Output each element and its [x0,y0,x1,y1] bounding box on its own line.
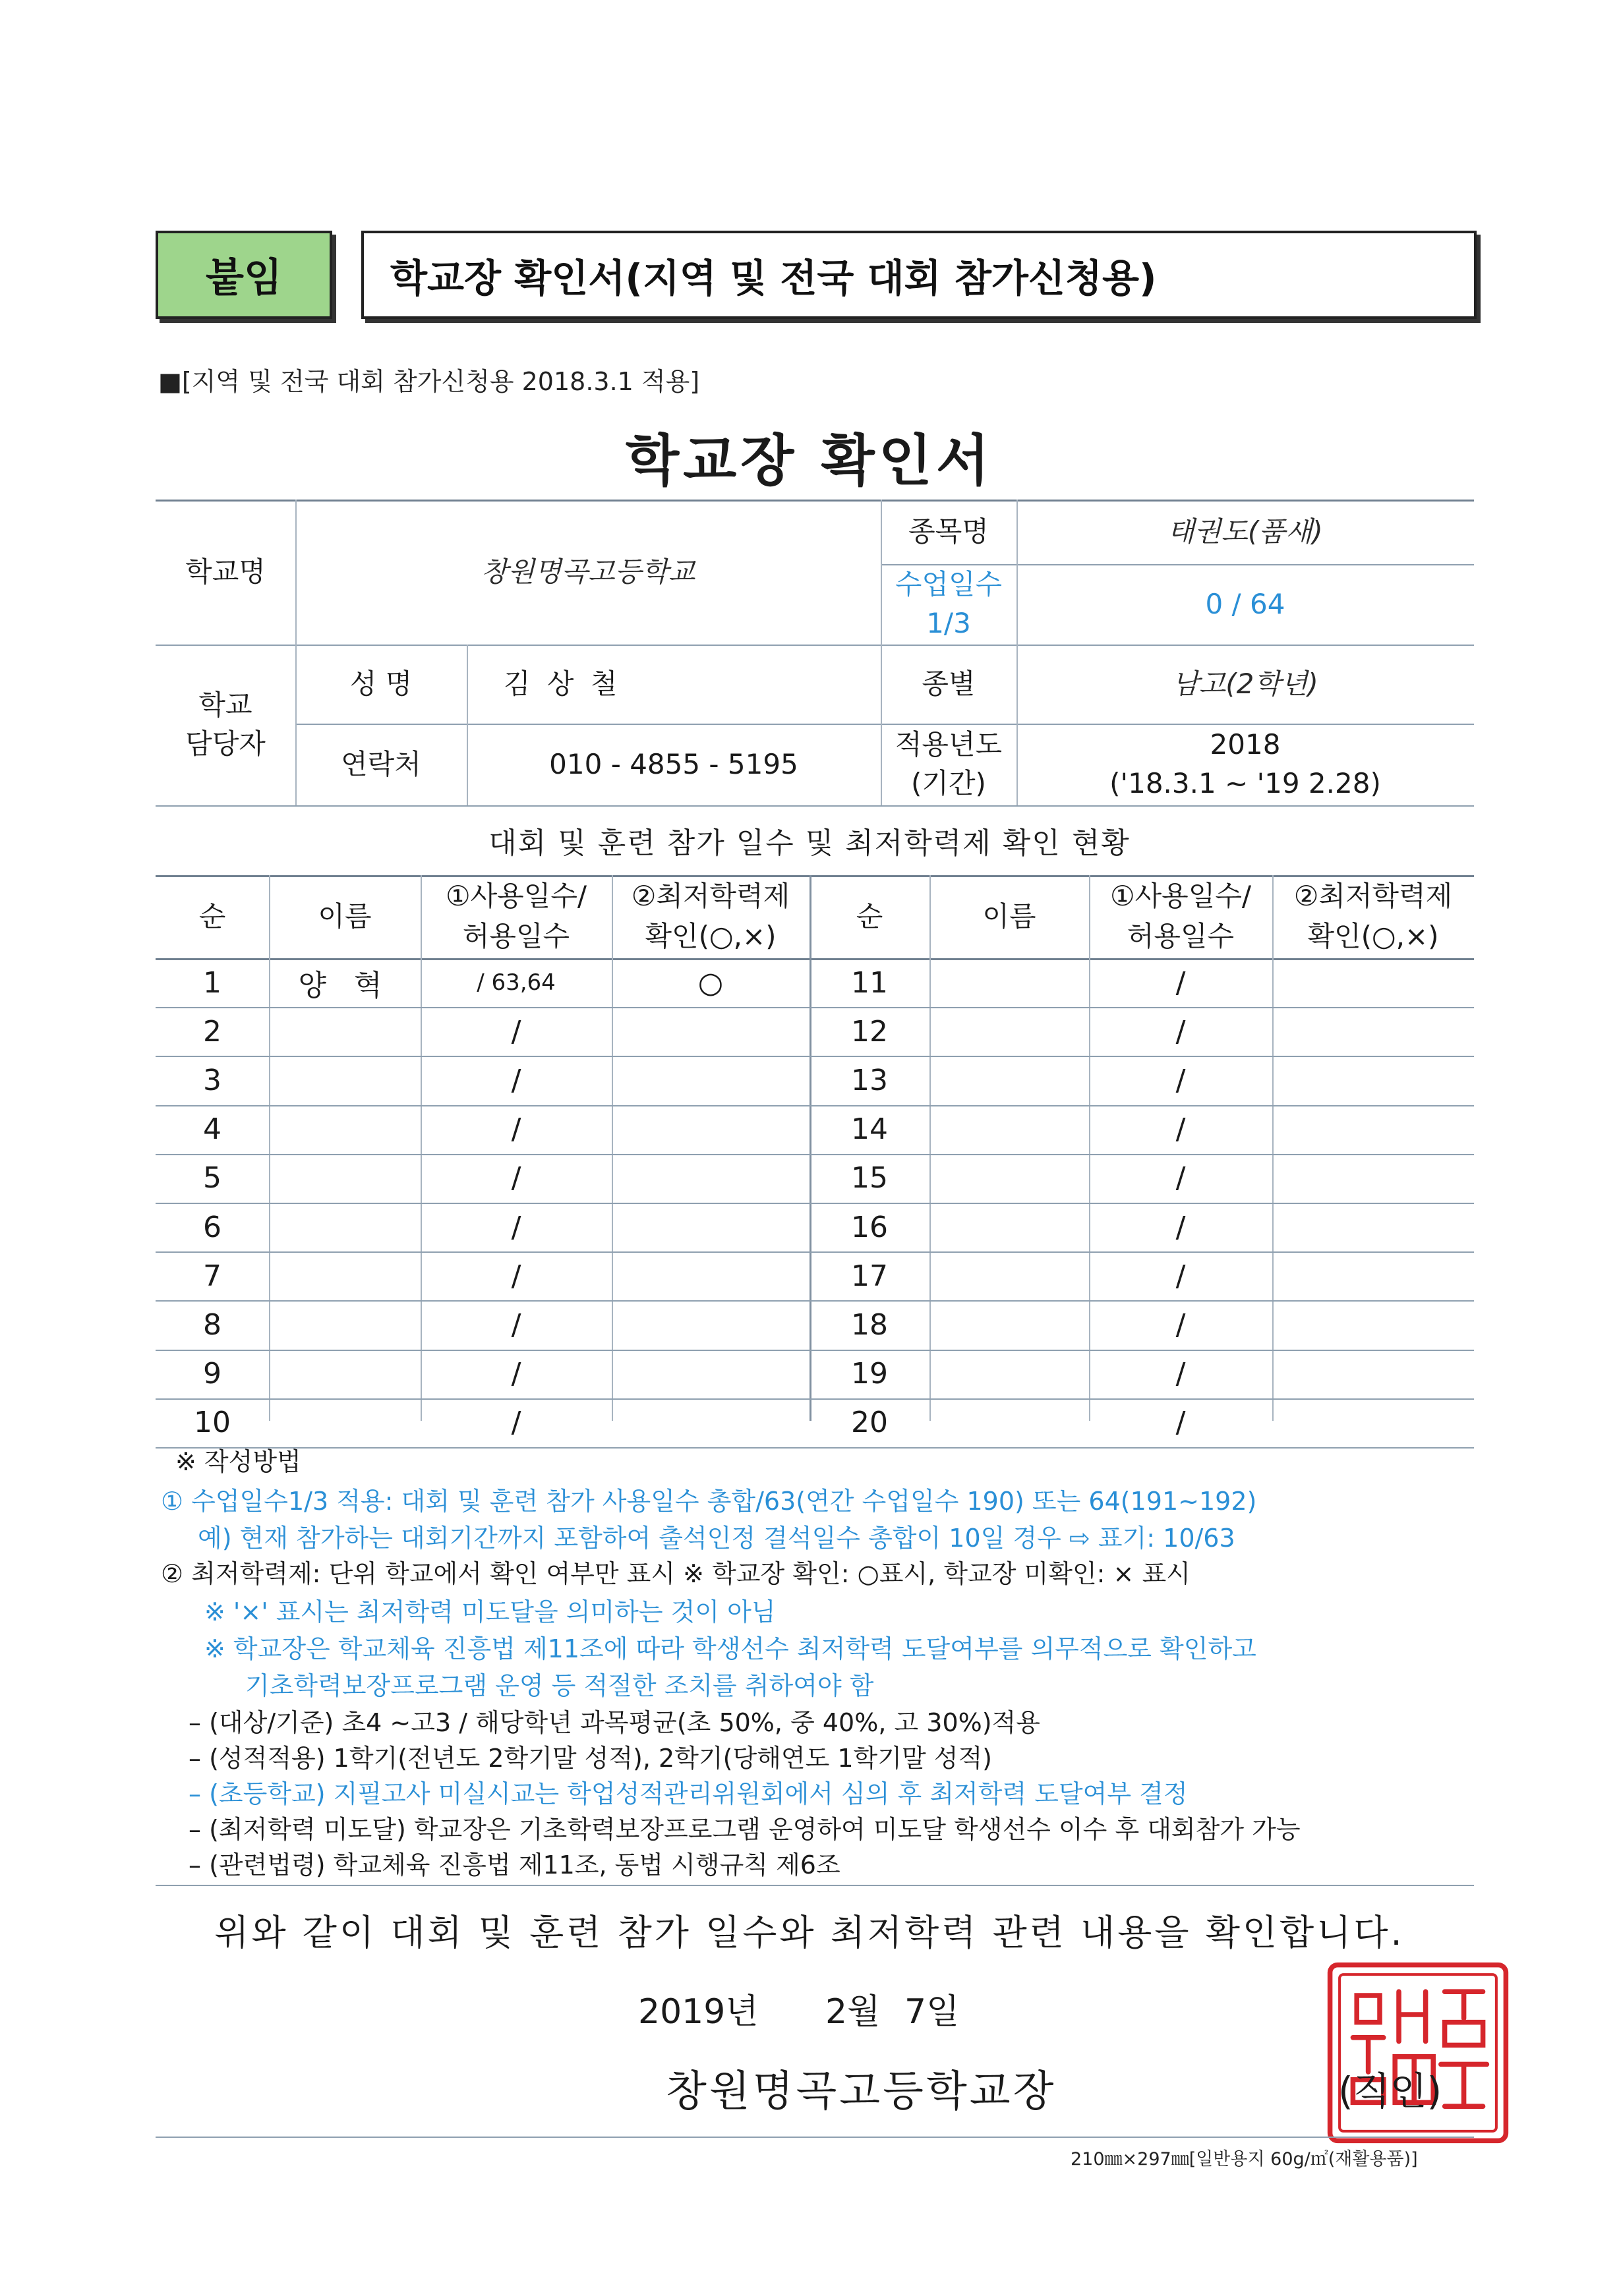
note-1b: 예) 현재 참가하는 대회기간까지 포함하여 출석인정 결석일수 총합이 10일 경우 ⇨ 표기: 10/63 [198,1524,1235,1553]
roster-left-days-cell: / [511,1406,521,1440]
principal-signature-line: 창원명곡고등학교장 [666,2067,1057,2116]
roster-right-no-cell: 18 [851,1307,888,1342]
roster-left-name-cell [269,1300,421,1349]
roster-left-check-cell: ○ [697,965,724,1000]
roster-left-days-cell: / [511,1063,521,1097]
apply-year-label [881,724,1016,805]
roster-left-name-cell [269,1154,421,1203]
roster-left-name-cell [269,1398,421,1447]
roster-header-no-left: 순 [198,900,226,933]
category-label: 종별 [922,667,976,700]
roster-left-name-cell [269,1105,421,1154]
header-title: 학교장 확인서(지역 및 전국 대회 참가신청용) [390,256,1157,301]
roster-right-check-cell [1272,1300,1474,1349]
contact-label: 연락처 [341,747,421,780]
seal-label: (직인) [1338,2069,1442,2113]
class-days-label-line1: 수업일수 [895,568,1003,601]
roster-right-name-cell [929,1154,1089,1203]
manager-name-label: 성 명 [349,667,413,700]
note-2: ② 최저학력제: 단위 학교에서 확인 여부만 표시 ※ 학교장 확인: ○표시, 학교장 미확인: × 표시 [161,1559,1191,1588]
roster-header-name-left: 이름 [318,900,372,933]
apply-year-value-line2: ('18.3.1 ~ '19 2.28) [1109,767,1381,799]
roster-left-check-cell [612,1154,810,1203]
apply-year-value-line1: 2018 [1210,728,1281,761]
roster-right-days-cell: / [1175,1161,1186,1195]
roster-right-no-cell: 14 [851,1112,888,1147]
roster-right-name-cell [929,1105,1089,1154]
class-days-value: 0 / 64 [1205,587,1285,620]
manager-name-value [467,645,881,724]
roster-left-check-cell [612,1007,810,1056]
note-4b: 기초학력보장프로그램 운영 등 적절한 조치를 취하여야 함 [245,1671,874,1700]
roster-right-name-cell [929,1251,1089,1300]
detail-1: – (대상/기준) 초4 ~고3 / 해당학년 과목평균(초 50%, 중 40%, 고 30%)적용 [189,1708,1040,1737]
roster-right-check-cell [1272,1203,1474,1251]
roster-header-days-left-line1: ①사용일수/ [445,880,587,913]
official-seal-icon [1322,1957,1514,2148]
roster-left-days-cell: / [511,1161,521,1195]
roster-left-no-cell: 3 [203,1063,221,1097]
roster-row-divider [810,1447,1474,1449]
roster-header-no-right: 순 [856,900,883,933]
roster-header-min-left [612,875,810,958]
roster-right-name-cell [929,1398,1089,1447]
roster-header-days-left [421,875,612,958]
roster-right-name-cell [929,1203,1089,1251]
roster-left-no-cell: 6 [203,1210,221,1244]
roster-left-days-cell: / [511,1210,521,1244]
roster-right-no-cell: 19 [851,1357,888,1391]
roster-left-days-cell: / [511,1357,521,1391]
roster-right-days-cell: / [1175,1063,1186,1097]
roster-left-name-cell [269,1350,421,1398]
roster-right-name-cell [929,1350,1089,1398]
manager-name-text: 김 상 철 [504,667,622,700]
roster-header-min-right-line1: ②최저학력제 [1293,880,1453,913]
roster-right-days-cell: / [1175,1357,1186,1391]
roster-right-days-cell: / [1175,1210,1186,1244]
roster-header-min-left-line2: 확인(○,×) [645,920,777,952]
roster-right-no-cell: 13 [851,1063,888,1097]
sport-value: 태권도(품새) [1167,515,1323,548]
roster-left-no-cell: 7 [203,1259,221,1293]
roster-right-no-cell: 17 [851,1259,888,1293]
detail-2: – (성적적용) 1학기(전년도 2학기말 성적), 2학기(당해연도 1학기말 성적) [189,1744,992,1773]
roster-right-days-cell: / [1175,1014,1186,1048]
notes-heading: ※ 작성방법 [175,1447,301,1476]
roster-left-check-cell [612,1105,810,1154]
roster-left-days-cell: / 63,64 [477,969,556,996]
class-days-label-line2: 1/3 [926,607,971,639]
note-4a: ※ 학교장은 학교체육 진흥법 제11조에 따라 학생선수 최저학력 도달여부를 의무적으로 확인하고 [204,1634,1256,1663]
roster-right-name-cell [929,1056,1089,1105]
roster-header-days-right [1089,875,1272,958]
roster-left-no-cell: 1 [203,965,221,1000]
roster-left-name-cell [269,1251,421,1300]
roster-right-name-cell [929,1007,1089,1056]
roster-right-no-cell: 15 [851,1161,888,1195]
roster-left-no-cell: 8 [203,1307,221,1342]
roster-header-min-left-line1: ②최저학력제 [631,880,790,913]
roster-left-no-cell: 9 [203,1357,221,1391]
roster-left-check-cell [612,1350,810,1398]
roster-right-days-cell: / [1175,965,1186,1000]
school-name-value: 창원명곡고등학교 [481,555,695,588]
roster-right-check-cell [1272,1251,1474,1300]
roster-right-days-cell: / [1175,1112,1186,1147]
roster-left-check-cell [612,1300,810,1349]
roster-left-check-cell [612,1251,810,1300]
document-note: ■[지역 및 전국 대회 참가신청용 2018.3.1 적용] [158,367,700,396]
roster-left-name-cell [269,1007,421,1056]
roster-left-check-cell [612,1203,810,1251]
category-value: 남고(2학년) [1172,667,1318,700]
roster-header-min-right [1272,875,1474,958]
note-1a: ① 수업일수1/3 적용: 대회 및 훈련 참가 사용일수 총합/63(연간 수업일수 190) 또는 64(191~192) [161,1487,1257,1516]
apply-year-label-line1: 적용년도 [895,728,1003,761]
attachment-tag-label: 붙임 [206,255,282,301]
roster-header-days-left-line2: 허용일수 [462,920,570,952]
roster-right-check-cell [1272,1398,1474,1447]
sport-label: 종목명 [908,515,989,548]
roster-left-no-cell: 4 [203,1112,221,1147]
section-title: 대회 및 훈련 참가 일수 및 최저학력제 확인 현황 [488,826,1131,860]
roster-left-days-cell: / [511,1112,521,1147]
apply-year-label-line2: (기간) [911,767,986,799]
roster-right-check-cell [1272,1056,1474,1105]
paper-spec: 210㎜×297㎜[일반용지 60g/㎡(재활용품)] [1071,2149,1418,2169]
roster-left-days-cell: / [511,1259,521,1293]
apply-year-value [1016,724,1474,805]
header-title-box [361,231,1477,319]
contact-value: 010 - 4855 - 5195 [549,747,798,780]
roster-right-check-cell [1272,958,1474,1007]
roster-right-check-cell [1272,1105,1474,1154]
detail-3: – (초등학교) 지필고사 미실시교는 학업성적관리위원회에서 심의 후 최저학력 도달여부 결정 [189,1779,1188,1808]
class-days-label [881,564,1016,645]
roster-left-name-cell: 양 혁 [298,969,392,1003]
school-name-label: 학교명 [185,555,266,588]
roster-right-no-cell: 11 [851,965,888,1000]
roster-right-check-cell [1272,1154,1474,1203]
roster-left-check-cell [612,1056,810,1105]
roster-left-check-cell [612,1398,810,1447]
roster-header-days-right-line2: 허용일수 [1127,920,1235,952]
roster-left-days-cell: / [511,1014,521,1048]
roster-right-no-cell: 12 [851,1014,888,1048]
roster-left-no-cell: 10 [194,1406,231,1440]
note-3: ※ '×' 표시는 최저학력 미도달을 의미하는 것이 아님 [204,1597,776,1626]
roster-left-no-cell: 5 [203,1161,221,1195]
roster-header-days-right-line1: ①사용일수/ [1109,880,1252,913]
confirmation-statement: 위와 같이 대회 및 훈련 참가 일수와 최저학력 관련 내용을 확인합니다. [214,1912,1405,1953]
date-month: 2월 [825,1992,881,2032]
roster-right-days-cell: / [1175,1406,1186,1440]
roster-left-no-cell: 2 [203,1014,221,1048]
roster-header-min-right-line2: 확인(○,×) [1307,920,1439,952]
roster-right-days-cell: / [1175,1307,1186,1342]
roster-right-no-cell: 20 [851,1406,888,1440]
roster-right-no-cell: 16 [851,1210,888,1244]
manager-label [156,645,295,805]
attachment-tag [156,231,332,319]
roster-right-check-cell [1272,1007,1474,1056]
roster-right-name-cell [929,958,1089,1007]
manager-label-line1: 학교 [198,689,252,722]
detail-4: – (최저학력 미도달) 학교장은 기초학력보장프로그램 운영하여 미도달 학생선수 이수 후 대회참가 가능 [189,1815,1301,1844]
date-year: 2019년 [638,1992,759,2032]
roster-right-name-cell [929,1300,1089,1349]
document-title: 학교장 확인서 [625,428,994,493]
roster-left-name-cell [269,1203,421,1251]
roster-right-days-cell: / [1175,1259,1186,1293]
roster-right-check-cell [1272,1350,1474,1398]
roster-left-days-cell: / [511,1307,521,1342]
date-day: 7일 [904,1992,960,2032]
roster-left-name-cell [269,1056,421,1105]
detail-5: – (관련법령) 학교체육 진흥법 제11조, 동법 시행규칙 제6조 [189,1851,840,1880]
roster-header-name-right: 이름 [982,900,1036,933]
manager-label-line2: 담당자 [185,728,266,760]
